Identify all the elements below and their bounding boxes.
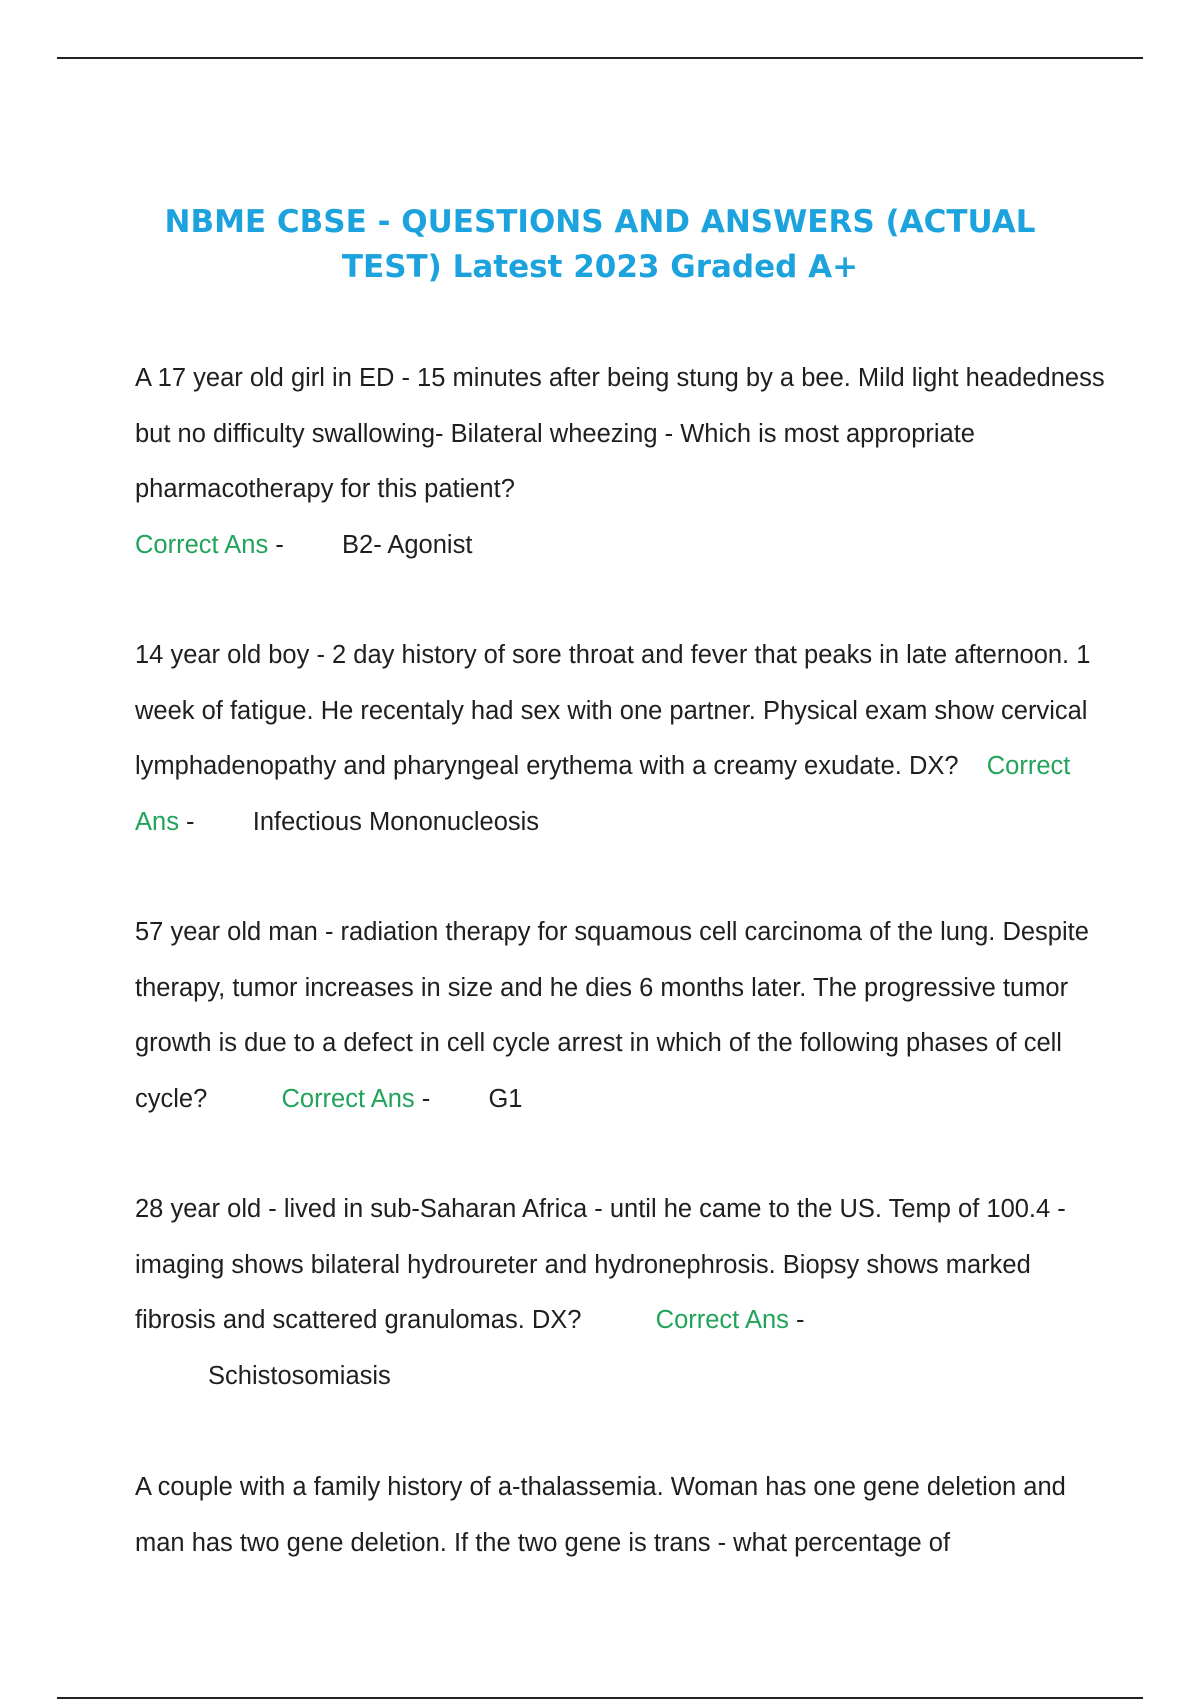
answer-separator: - [186,807,195,836]
question-text: A 17 year old girl in ED - 15 minutes after being stung by a bee. Mild light headedness but no difficulty swallowing- Bilateral wheezing - Which is most appropriate pharmacotherapy for this patient? [135,364,1105,503]
correct-answer-label: Correct Ans [135,752,1071,836]
title-line-1: NBME CBSE - QUESTIONS AND ANSWERS (ACTUAL [164,204,1036,240]
title-line-2: TEST) Latest 2023 Graded A+ [341,249,859,285]
answer-separator: - [795,1306,805,1334]
qa-item-4 [135,1182,1110,1404]
document-title [100,200,1100,290]
answer-text: G1 [488,1084,523,1113]
answer-text: B2- Agonist [342,530,473,559]
qa-item-3 [135,905,1110,1127]
question-text: A couple with a family history of a-thalassemia. Woman has one gene deletion and man has two gene deletion. If the two gene is trans - what percentage of [135,1473,1066,1557]
answer-separator: - [421,1084,431,1113]
qa-item-5 [135,1460,1110,1571]
answer-text: Schistosomiasis [208,1361,391,1390]
correct-answer-label: Correct Ans [135,530,269,559]
answer-separator: - [275,530,284,559]
qa-item-2 [135,628,1110,850]
answer-text: Infectious Mononucleosis [252,807,540,836]
header-rule [57,57,1143,59]
question-text: 14 year old boy - 2 day history of sore throat and fever that peaks in late afternoon. 1 week of fatigue. He recentaly had sex with one partner. Physical exam show cervical lymphadenopathy and pharyngeal erythema with a creamy exudate. DX? [135,641,1091,780]
correct-answer-label: Correct Ans [281,1084,415,1113]
footer-rule [57,1697,1143,1699]
qa-item-1 [135,351,1110,573]
question-text: 57 year old man - radiation therapy for squamous cell carcinoma of the lung. Despite therapy, tumor increases in size and he dies 6 months later. The progressive tumor growth is due to a defect in cell cycle arrest in which of the following phases of cell cycle? [135,918,1089,1113]
question-text: 28 year old - lived in sub-Saharan Africa - until he came to the US. Temp of 100.4 - imaging shows bilateral hydroureter and hydronephrosis. Biopsy shows marked fibrosis and scattered granulomas. DX? [135,1195,1066,1334]
correct-answer-label: Correct Ans [655,1306,789,1334]
